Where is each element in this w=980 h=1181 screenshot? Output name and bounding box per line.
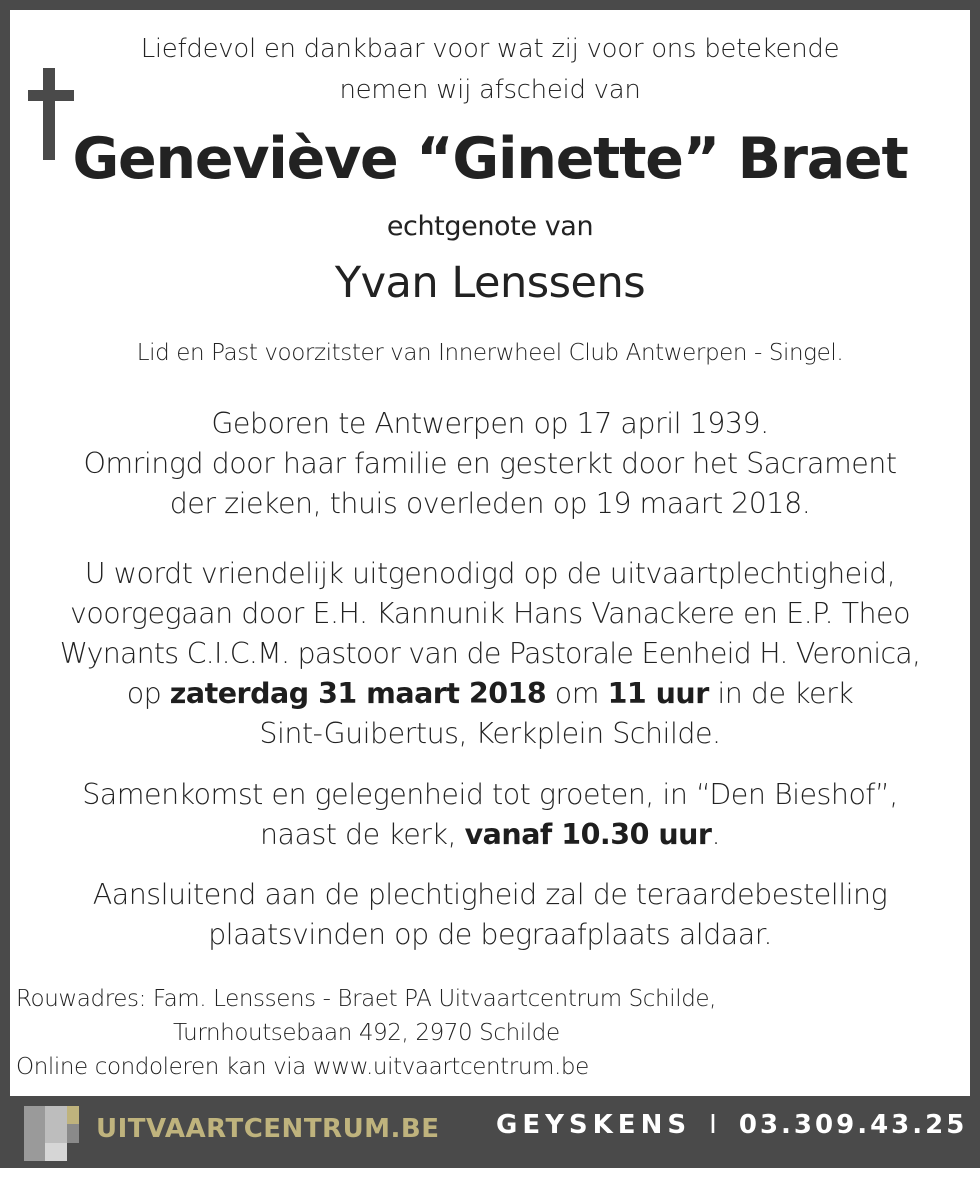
burial-line-1: Aansluitend aan de plechtigheid zal de teraardebestelling bbox=[92, 878, 888, 911]
funeral-home-contact bbox=[496, 1110, 967, 1140]
bottom-margin bbox=[0, 1168, 980, 1181]
birth-line-2: Omringd door haar familie en gesterkt door het Sacrament bbox=[83, 447, 897, 480]
birth-line-1: Geboren te Antwerpen op 17 april 1939. bbox=[211, 407, 769, 440]
footer-separator: I bbox=[709, 1110, 717, 1140]
burial-line-2: plaatsvinden op de begraafplaats aldaar. bbox=[208, 918, 772, 951]
intro-line-1: Liefdevol en dankbaar voor wat zij voor ons betekende bbox=[140, 34, 840, 64]
address-line-1: Rouwadres: Fam. Lenssens - Braet PA Uitvaartcentrum Schilde, bbox=[16, 986, 717, 1012]
spouse-name: Yvan Lenssens bbox=[334, 258, 646, 308]
ceremony-line-1: U wordt vriendelijk uitgenodigd op de uitvaartplechtigheid, bbox=[84, 557, 896, 590]
relation-label: echtgenote van bbox=[386, 211, 594, 242]
ceremony-time: 11 uur bbox=[607, 677, 709, 710]
uitvaartcentrum-logo-icon bbox=[24, 1106, 90, 1161]
gathering-line-2: naast de kerk, vanaf 10.30 uur. bbox=[259, 818, 721, 851]
ceremony-date: zaterdag 31 maart 2018 bbox=[169, 677, 547, 710]
brand-name: UITVAARTCENTRUM.BE bbox=[96, 1114, 440, 1144]
membership-line: Lid en Past voorzitster van Innerwheel Club Antwerpen - Singel. bbox=[136, 340, 844, 366]
ceremony-line-3: Wynants C.I.C.M. pastoor van de Pastorale Eenheid H. Veronica, bbox=[59, 637, 921, 670]
ceremony-line-4: op zaterdag 31 maart 2018 om 11 uur in de kerk bbox=[126, 677, 854, 710]
intro-line-2: nemen wij afscheid van bbox=[339, 75, 641, 105]
phone-number: 03.309.43.25 bbox=[738, 1110, 968, 1140]
gathering-time: vanaf 10.30 uur bbox=[464, 818, 712, 851]
deceased-name: Geneviève “Ginette” Braet bbox=[72, 126, 908, 192]
footer-bar bbox=[10, 1096, 970, 1168]
funeral-home-name: GEYSKENS bbox=[496, 1110, 692, 1140]
condolence-line: Online condoleren kan via www.uitvaartcentrum.be bbox=[16, 1054, 589, 1080]
address-line-2: Turnhoutsebaan 492, 2970 Schilde bbox=[173, 1020, 560, 1046]
ceremony-line-2: voorgegaan door E.H. Kannunik Hans Vanackere en E.P. Theo bbox=[69, 597, 911, 630]
gathering-line-1: Samenkomst en gelegenheid tot groeten, in “Den Bieshof”, bbox=[82, 778, 898, 811]
ceremony-line-5: Sint-Guibertus, Kerkplein Schilde. bbox=[259, 717, 721, 750]
birth-line-3: der zieken, thuis overleden op 19 maart 2018. bbox=[169, 487, 811, 520]
